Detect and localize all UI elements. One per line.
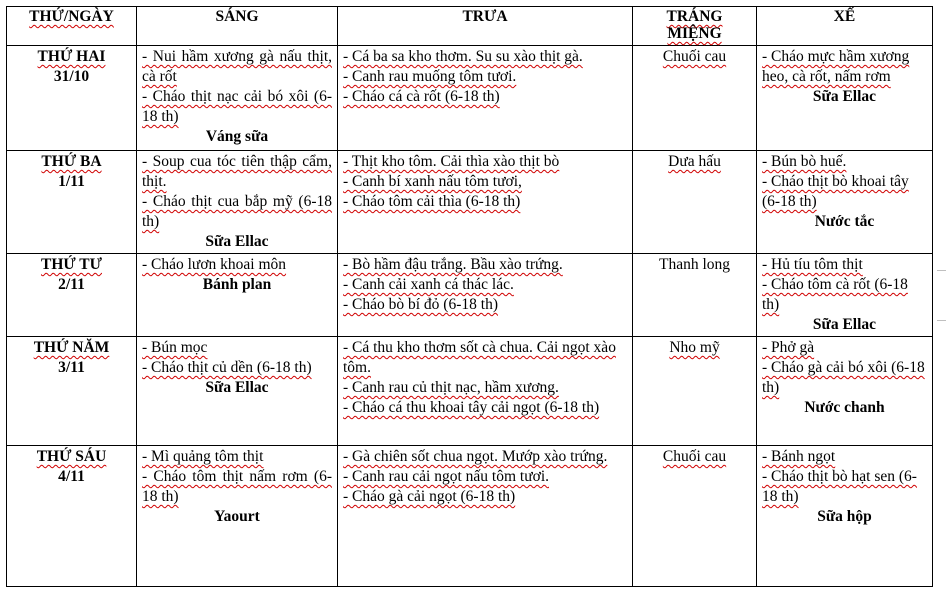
- afternoon-cell: [757, 254, 933, 337]
- noon-cell: [338, 151, 633, 254]
- day-date: 3/11: [58, 359, 85, 376]
- table-row: [7, 46, 933, 151]
- afternoon-cell: [757, 446, 933, 587]
- menu-item: - Cháo lươn khoai môn: [142, 256, 287, 273]
- header-day: THỨ/NGÀY: [7, 7, 137, 46]
- header-dessert: TRÁNG MIỆNG: [633, 7, 757, 46]
- day-date: 4/11: [58, 468, 85, 485]
- menu-item: - Cháo gà cải bó xôi (6-18 th): [762, 359, 925, 396]
- drink-label: Nước chanh: [804, 399, 885, 416]
- drink-label: Nước tắc: [814, 213, 875, 230]
- morning-cell: [137, 446, 338, 587]
- drink-label: Bánh plan: [202, 276, 272, 293]
- noon-cell: [338, 337, 633, 446]
- menu-item: - Thịt kho tôm. Cải thìa xào thịt bò: [343, 153, 560, 170]
- drink-label: Sữa Ellac: [812, 88, 877, 105]
- menu-item: - Bún mọc: [142, 339, 208, 356]
- menu-item: - Canh cải xanh cá thác lác.: [343, 276, 514, 293]
- menu-item: - Cháo tôm cải thìa (6-18 th): [343, 193, 521, 210]
- weekly-menu-table: [6, 6, 933, 587]
- table-row: [7, 254, 933, 337]
- menu-item: - Bò hầm đậu trắng. Bầu xào trứng.: [343, 256, 563, 273]
- day-name: THỨ BA: [41, 153, 102, 170]
- drink-label: Sữa Ellac: [205, 233, 269, 250]
- menu-item: - Cháo mực hầm xương heo, cà rốt, nấm rơm: [762, 48, 910, 85]
- menu-item: - Canh rau muống tôm tươi.: [343, 68, 517, 85]
- menu-item: - Cháo thịt bò hạt sen (6-18 th): [762, 468, 917, 505]
- dessert-cell: Thanh long: [633, 254, 757, 337]
- menu-item: - Cá thu kho thơm sốt cà chua. Cải ngọt xào tôm.: [343, 339, 616, 376]
- menu-item: - Soup cua tóc tiên thập cẩm, thịt.: [142, 153, 332, 190]
- day-cell: [7, 151, 137, 254]
- day-date: 31/10: [53, 68, 90, 85]
- dessert-cell: Chuối cau: [633, 46, 757, 151]
- noon-cell: [338, 46, 633, 151]
- menu-item: - Cháo tôm cà rốt (6-18 th): [762, 276, 908, 313]
- table-row: [7, 151, 933, 254]
- drink-label: Sữa Ellac: [812, 316, 877, 333]
- menu-item: - Bún bò huế.: [762, 153, 847, 170]
- menu-item: - Hủ tíu tôm thịt: [762, 256, 863, 273]
- menu-item: - Cá ba sa kho thơm. Su su xào thịt gà.: [343, 48, 583, 65]
- day-cell: [7, 446, 137, 587]
- menu-item: - Canh bí xanh nấu tôm tươi,: [343, 173, 522, 190]
- menu-item: - Phở gà: [762, 339, 815, 356]
- page-edge-mark: [937, 320, 946, 321]
- dessert-cell: Dưa hấu: [633, 151, 757, 254]
- menu-item: - Mì quảng tôm thịt: [142, 448, 264, 465]
- day-cell: [7, 254, 137, 337]
- menu-item: - Cháo thịt bò khoai tây (6-18 th): [762, 173, 909, 210]
- day-name: THỨ SÁU: [36, 448, 107, 465]
- day-name: THỨ TƯ: [40, 256, 102, 273]
- day-name: THỨ HAI: [37, 48, 106, 65]
- morning-cell: [137, 151, 338, 254]
- day-name: THỨ NĂM: [33, 339, 110, 356]
- header-noon: TRƯA: [338, 7, 633, 46]
- morning-cell: [137, 254, 338, 337]
- day-date: 1/11: [58, 173, 85, 190]
- noon-cell: [338, 446, 633, 587]
- menu-item: - Cháo gà cải ngọt (6-18 th): [343, 488, 516, 505]
- drink-label: Yaourt: [214, 508, 260, 525]
- drink-label: Váng sữa: [205, 128, 269, 145]
- afternoon-cell: [757, 46, 933, 151]
- menu-item: - Bánh ngọt: [762, 448, 836, 465]
- menu-item: - Cháo thịt cua bắp mỹ (6-18 th): [142, 193, 332, 230]
- afternoon-cell: [757, 151, 933, 254]
- header-row: [7, 7, 933, 46]
- menu-item: - Cháo bò bí đỏ (6-18 th): [343, 296, 498, 313]
- day-cell: [7, 337, 137, 446]
- page-edge-mark: [937, 270, 946, 271]
- menu-item: - Cháo tôm thịt nấm rơm (6-18 th): [142, 468, 332, 505]
- menu-item: - Canh rau củ thịt nạc, hầm xương.: [343, 379, 559, 396]
- day-cell: [7, 46, 137, 151]
- dessert-cell: Chuối cau: [633, 446, 757, 587]
- afternoon-cell: [757, 337, 933, 446]
- menu-item: - Cháo thịt nạc cải bó xôi (6-18 th): [142, 88, 332, 125]
- drink-label: Sữa Ellac: [205, 379, 269, 396]
- menu-item: - Cháo cá cà rốt (6-18 th): [343, 88, 500, 105]
- day-date: 2/11: [58, 276, 85, 293]
- dessert-cell: Nho mỹ: [633, 337, 757, 446]
- menu-item: - Canh rau cải ngọt nấu tôm tươi.: [343, 468, 549, 485]
- morning-cell: [137, 337, 338, 446]
- menu-item: - Cháo thịt củ dền (6-18 th): [142, 359, 312, 376]
- menu-item: - Cháo cá thu khoai tây cải ngọt (6-18 th): [343, 399, 600, 416]
- menu-item: - Nui hầm xương gà nấu thịt, cà rốt: [142, 48, 332, 85]
- header-afternoon: XẾ: [757, 7, 933, 46]
- table-row: [7, 337, 933, 446]
- table-row: [7, 446, 933, 587]
- drink-label: Sữa hộp: [817, 508, 872, 525]
- menu-item: - Gà chiên sốt chua ngọt. Mướp xào trứng.: [343, 448, 608, 465]
- header-morning: SÁNG: [137, 7, 338, 46]
- noon-cell: [338, 254, 633, 337]
- morning-cell: [137, 46, 338, 151]
